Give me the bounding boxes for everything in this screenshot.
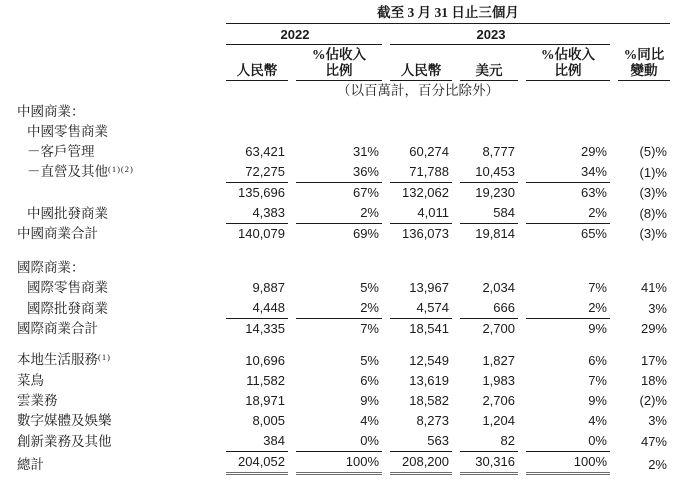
row-label: 總計 xyxy=(17,457,44,472)
value-usd-2023: 30,316 xyxy=(460,452,518,475)
value-rmb-2022: 140,079 xyxy=(238,226,285,241)
value-rmb-2023: 4,574 xyxy=(390,298,452,319)
value-pct-2023: 9% xyxy=(588,393,607,408)
value-yoy: 18% xyxy=(640,373,667,388)
year-2022: 2022 xyxy=(226,24,382,45)
table-row-china-commerce-total xyxy=(8,224,670,244)
value-usd-2023: 82 xyxy=(460,431,518,452)
value-yoy: (2)% xyxy=(639,393,667,408)
value-pct-2022: 4% xyxy=(360,413,379,428)
value-yoy: 3% xyxy=(648,301,667,316)
value-yoy xyxy=(618,102,670,122)
row-label: －直營及其他$^{(1)(2)}$ xyxy=(27,163,134,179)
value-pct-2023: 6% xyxy=(588,353,607,368)
table-row-dme xyxy=(8,411,670,431)
units-note: （以百萬計，百分比除外） xyxy=(337,83,499,98)
value-usd-2023: 8,777 xyxy=(482,144,515,159)
value-pct-2022: 5% xyxy=(360,353,379,368)
value-rmb-2022 xyxy=(226,258,288,278)
table-row-direct-sales xyxy=(8,162,670,183)
row-label: －客戶管理 xyxy=(27,144,95,159)
value-pct-2022: 0% xyxy=(296,431,382,452)
footnote-marker: (1) xyxy=(98,351,111,362)
value-rmb-2022: 4,448 xyxy=(226,298,288,319)
spacer-cell xyxy=(8,24,218,45)
year-row xyxy=(8,24,670,45)
value-yoy xyxy=(618,122,670,142)
value-usd-2023: 584 xyxy=(460,203,518,224)
header-pct-2023: %佔收入 比例 xyxy=(526,45,610,81)
row-label: 中國商業合計 xyxy=(17,226,98,241)
value-rmb-2022: 8,005 xyxy=(252,413,285,428)
value-rmb-2023: 563 xyxy=(390,431,452,452)
row-label: 國際商業合計 xyxy=(17,321,98,336)
value-pct-2022: 7% xyxy=(360,321,379,336)
value-usd-2023: 1,983 xyxy=(482,373,515,388)
value-rmb-2022: 4,383 xyxy=(226,203,288,224)
value-rmb-2022: 11,582 xyxy=(246,373,285,388)
value-pct-2022: 9% xyxy=(360,393,379,408)
value-rmb-2023 xyxy=(390,258,452,278)
table-row-intl-commerce-heading xyxy=(8,258,670,278)
value-pct-2022: 2% xyxy=(296,203,382,224)
value-rmb-2023: 208,200 xyxy=(390,452,452,475)
table-row-china-wholesale xyxy=(8,203,670,224)
header-rmb-2023: 人民幣 xyxy=(390,45,452,81)
value-yoy: (3)% xyxy=(639,226,667,241)
spacer-cell xyxy=(618,24,670,45)
value-pct-2022: 69% xyxy=(352,226,379,241)
value-usd-2023: 10,453 xyxy=(460,162,518,183)
value-rmb-2022: 135,696 xyxy=(238,185,285,200)
value-usd-2023 xyxy=(460,122,518,142)
table-row-intl-commerce-total xyxy=(8,319,670,339)
table-row-innovation xyxy=(8,431,670,452)
value-rmb-2023: 71,788 xyxy=(390,162,452,183)
value-pct-2023: 2% xyxy=(526,203,610,224)
value-pct-2023: 7% xyxy=(588,373,607,388)
value-pct-2022: 5% xyxy=(360,280,379,295)
value-pct-2022: 31% xyxy=(352,144,379,159)
row-label xyxy=(8,183,218,203)
value-pct-2022: 100% xyxy=(296,452,382,475)
row-label: 創新業務及其他 xyxy=(17,434,112,449)
units-note-row xyxy=(8,81,670,100)
value-yoy: (3)% xyxy=(639,185,667,200)
value-pct-2022: 6% xyxy=(360,373,379,388)
value-pct-2023: 7% xyxy=(588,280,607,295)
value-rmb-2023: 18,582 xyxy=(409,393,449,408)
spacer-cell xyxy=(8,45,218,81)
spacer-cell xyxy=(618,81,670,100)
value-pct-2023: 9% xyxy=(588,321,607,336)
value-usd-2023: 1,827 xyxy=(482,353,515,368)
value-pct-2023 xyxy=(526,122,610,142)
segment-revenue-table xyxy=(0,2,678,475)
value-pct-2023: 63% xyxy=(580,185,607,200)
table-row-cainiao xyxy=(8,371,670,391)
gap xyxy=(8,244,670,258)
header-yoy: %同比 變動 xyxy=(618,45,670,81)
value-usd-2023 xyxy=(460,102,518,122)
footnote-marker: (1)(2) xyxy=(108,163,134,174)
value-rmb-2023: 136,073 xyxy=(402,226,449,241)
value-rmb-2022: 384 xyxy=(226,431,288,452)
value-pct-2022 xyxy=(296,122,382,142)
period-header: 截至 3 月 31 日止三個月 xyxy=(226,2,670,24)
value-rmb-2023: 132,062 xyxy=(402,185,449,200)
value-pct-2023: 2% xyxy=(526,298,610,319)
value-yoy: 47% xyxy=(640,434,667,449)
value-yoy: (1)% xyxy=(639,165,667,180)
value-yoy: 29% xyxy=(640,321,667,336)
column-header-row xyxy=(8,45,670,81)
section-gap xyxy=(8,339,670,350)
value-pct-2023: 29% xyxy=(580,144,607,159)
spacer-cell xyxy=(8,81,218,100)
table-row-cloud xyxy=(8,391,670,411)
value-pct-2023: 100% xyxy=(526,452,610,475)
value-pct-2023: 65% xyxy=(580,226,607,241)
value-rmb-2023: 12,549 xyxy=(409,353,449,368)
row-label: 中國商業： xyxy=(17,104,85,119)
value-yoy: 17% xyxy=(640,353,667,368)
value-usd-2023: 2,706 xyxy=(482,393,515,408)
value-pct-2023: 4% xyxy=(588,413,607,428)
value-usd-2023 xyxy=(460,258,518,278)
table-row-grand-total xyxy=(8,452,670,475)
value-pct-2022: 36% xyxy=(296,162,382,183)
row-label: 菜鳥 xyxy=(17,373,44,388)
value-rmb-2023 xyxy=(390,122,452,142)
value-rmb-2022: 204,052 xyxy=(226,452,288,475)
value-rmb-2022: 72,275 xyxy=(226,162,288,183)
value-pct-2023: 34% xyxy=(526,162,610,183)
section-gap xyxy=(8,244,670,258)
row-label: 數字媒體及娛樂 xyxy=(17,413,112,428)
row-label: 中國零售商業 xyxy=(27,124,108,139)
value-pct-2022 xyxy=(296,102,382,122)
value-usd-2023: 2,034 xyxy=(482,280,515,295)
value-usd-2023: 1,204 xyxy=(482,413,515,428)
value-rmb-2023: 13,619 xyxy=(409,373,449,388)
value-pct-2022 xyxy=(296,258,382,278)
header-pct-2022: %佔收入 比例 xyxy=(296,45,382,81)
value-rmb-2023: 13,967 xyxy=(409,280,449,295)
table-row-customer-management xyxy=(8,142,670,162)
value-pct-2023 xyxy=(526,102,610,122)
table-row-intl-wholesale xyxy=(8,298,670,319)
value-usd-2023: 666 xyxy=(460,298,518,319)
value-yoy: 2% xyxy=(648,457,667,472)
header-rmb-2022: 人民幣 xyxy=(226,45,288,81)
value-rmb-2023: 18,541 xyxy=(409,321,449,336)
value-rmb-2022: 63,421 xyxy=(245,144,285,159)
value-rmb-2022 xyxy=(226,122,288,142)
year-2023: 2023 xyxy=(390,24,610,45)
value-rmb-2022 xyxy=(226,102,288,122)
gap xyxy=(8,339,670,350)
row-label: 國際批發商業 xyxy=(27,301,108,316)
value-usd-2023: 19,230 xyxy=(475,185,515,200)
value-rmb-2022: 10,696 xyxy=(245,353,285,368)
value-rmb-2022: 14,335 xyxy=(245,321,285,336)
row-label: 本地生活服務$^{(1)}$ xyxy=(17,351,111,367)
value-yoy: (8)% xyxy=(639,206,667,221)
value-pct-2023 xyxy=(526,258,610,278)
value-pct-2023: 0% xyxy=(526,431,610,452)
value-yoy: 3% xyxy=(648,413,667,428)
corner-spacer xyxy=(8,2,218,24)
period-header-row xyxy=(8,2,670,24)
value-yoy: (5)% xyxy=(639,144,667,159)
value-rmb-2023: 8,273 xyxy=(416,413,449,428)
value-rmb-2023: 4,011 xyxy=(390,203,452,224)
table-row-china-retail-heading xyxy=(8,122,670,142)
row-label: 國際商業： xyxy=(17,260,85,275)
table-row-intl-retail xyxy=(8,278,670,298)
value-rmb-2023 xyxy=(390,102,452,122)
value-rmb-2023: 60,274 xyxy=(409,144,449,159)
value-pct-2022: 67% xyxy=(352,185,379,200)
row-label: 中國批發商業 xyxy=(27,206,108,221)
table-row-local-services xyxy=(8,350,670,371)
value-pct-2022: 2% xyxy=(296,298,382,319)
table-row-china-retail-subtotal xyxy=(8,183,670,203)
value-yoy: 41% xyxy=(640,280,667,295)
value-usd-2023: 19,814 xyxy=(475,226,515,241)
value-usd-2023: 2,700 xyxy=(482,321,515,336)
value-rmb-2022: 9,887 xyxy=(252,280,285,295)
value-yoy xyxy=(618,258,670,278)
header-usd-2023: 美元 xyxy=(460,45,518,81)
value-rmb-2022: 18,971 xyxy=(245,393,285,408)
table-row-china-commerce-heading xyxy=(8,102,670,122)
row-label: 國際零售商業 xyxy=(27,280,108,295)
financial-report-page xyxy=(0,2,699,482)
row-label: 雲業務 xyxy=(17,393,58,408)
